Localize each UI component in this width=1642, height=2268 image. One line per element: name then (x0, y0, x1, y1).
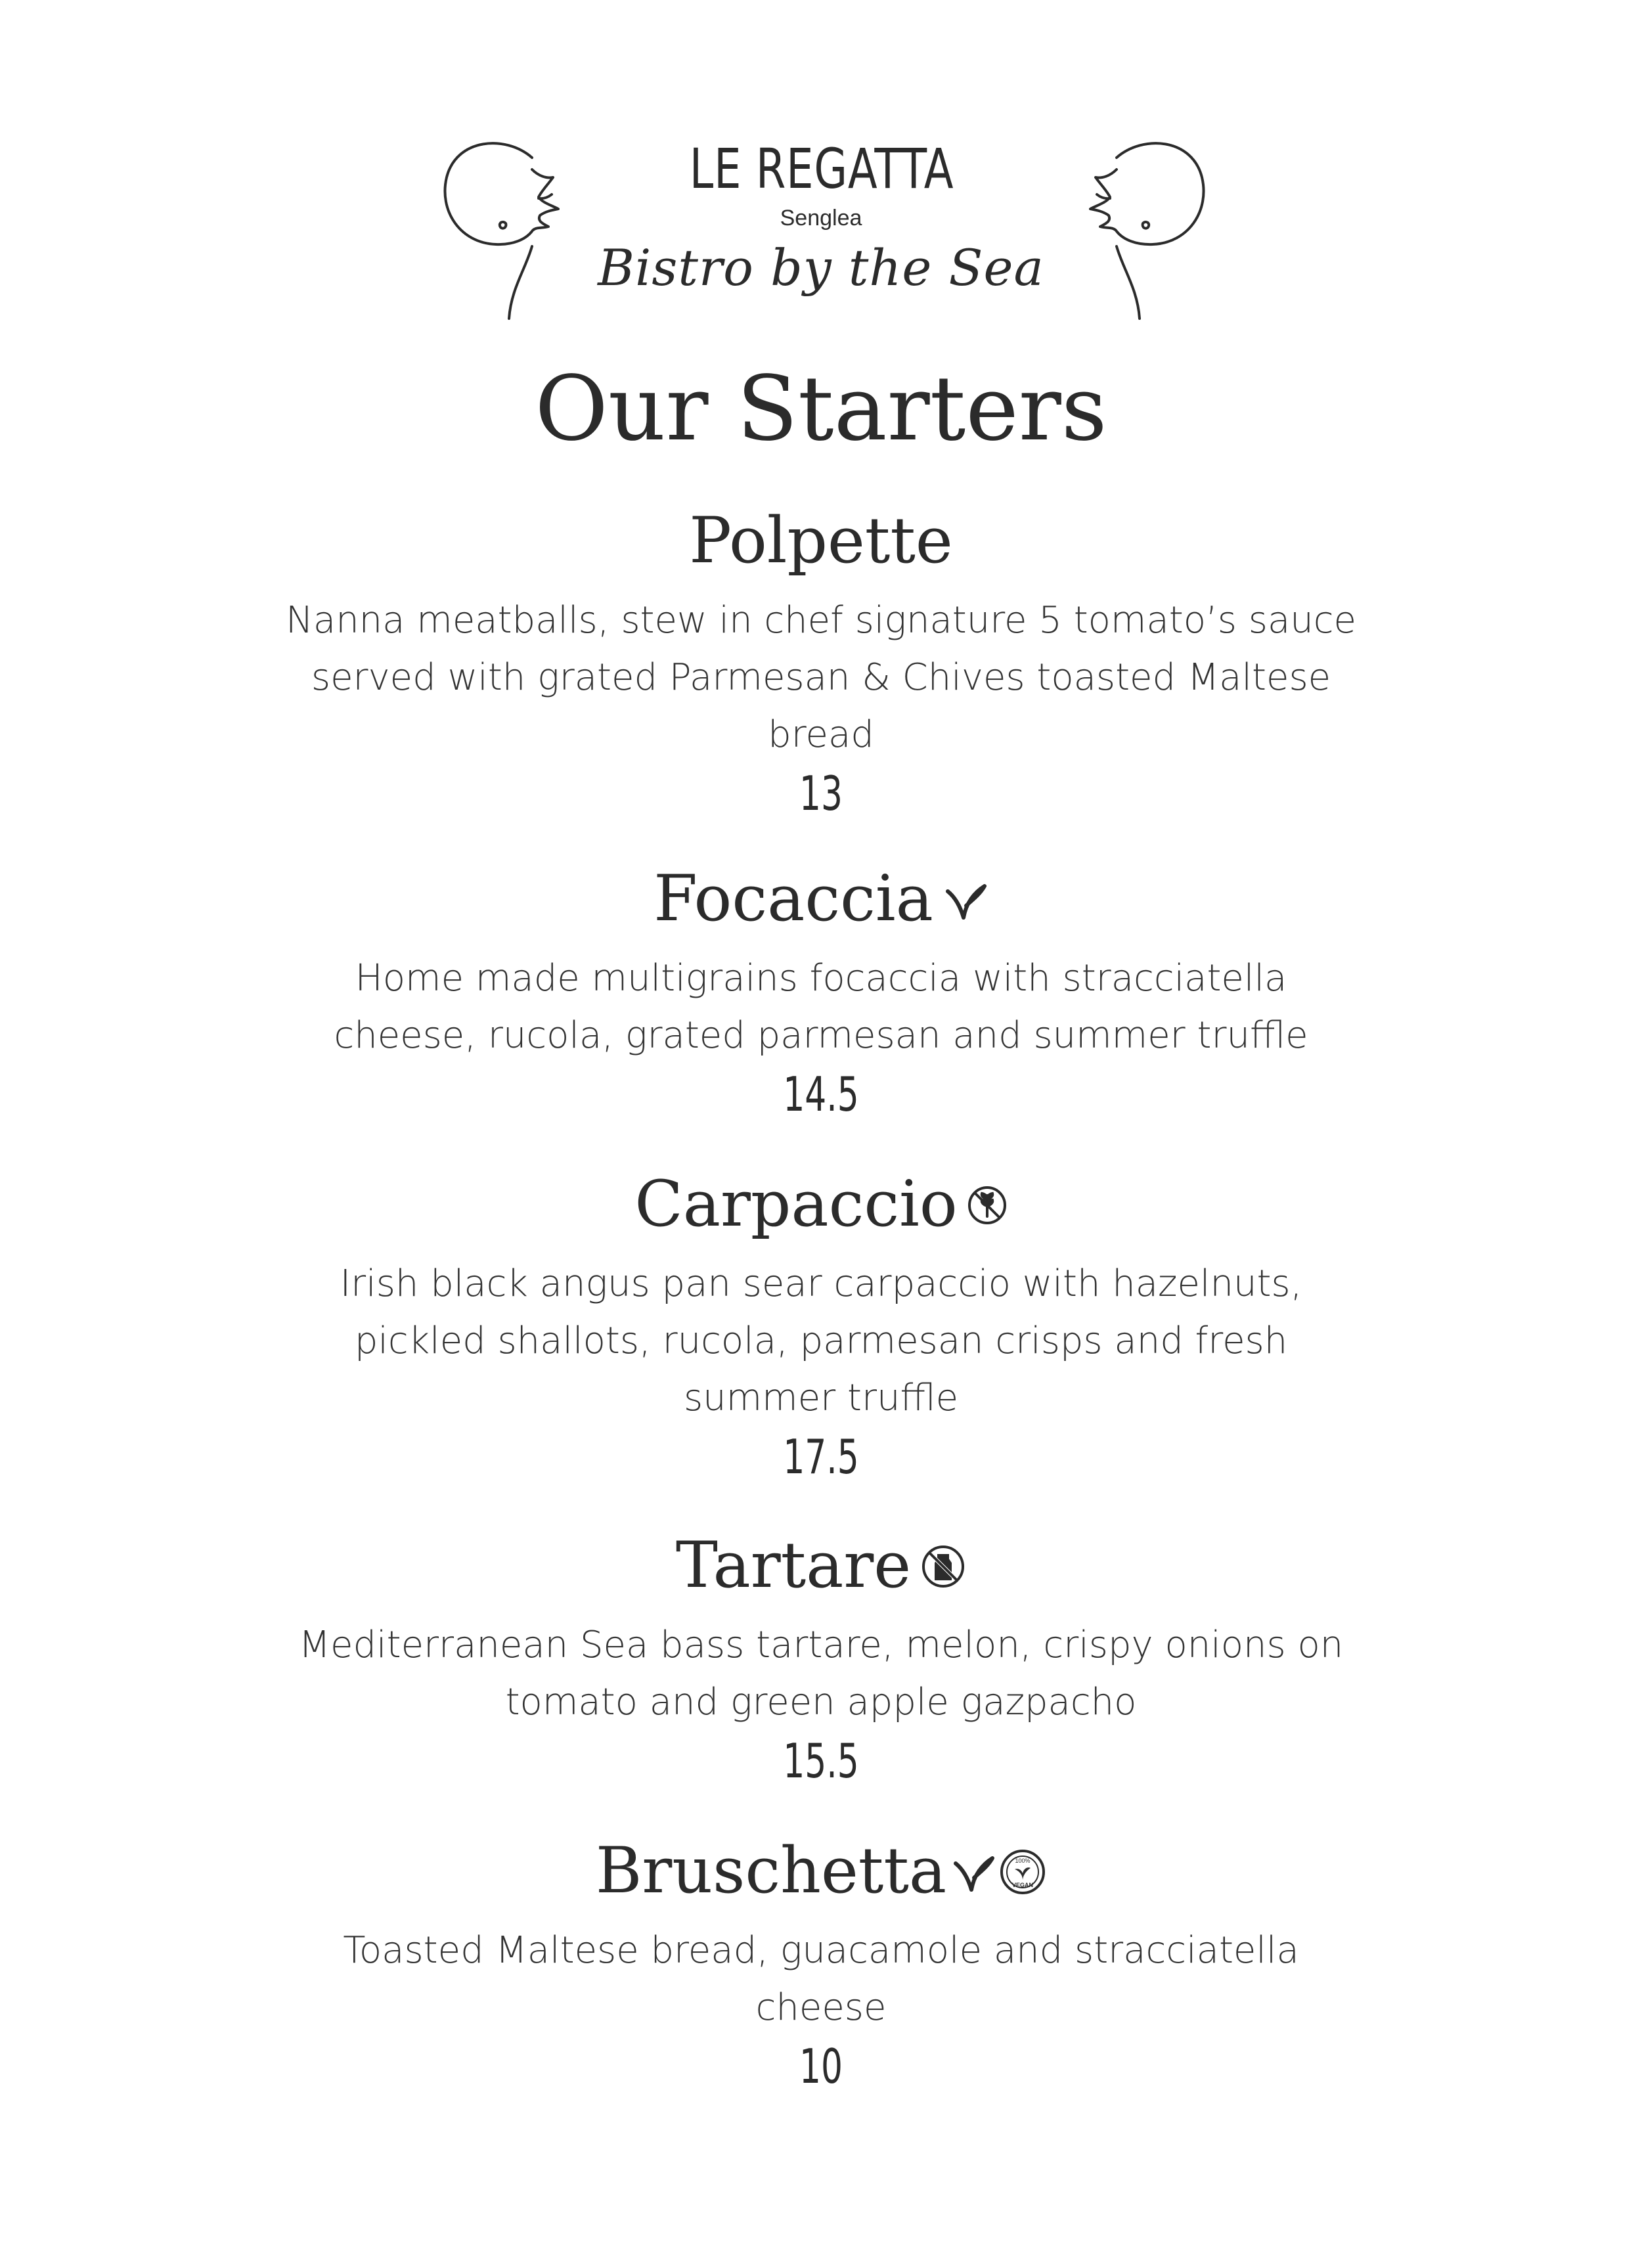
item-description: Home made multigrains focaccia with stracciatella cheese, rucola, grated parmesan and summer truffle (334, 957, 1308, 1057)
brand-town: Senglea (780, 206, 862, 231)
section-title: Our Starters (535, 357, 1107, 461)
vegetarian-leaf-icon (950, 1849, 996, 1895)
item-price: 10 (799, 2039, 843, 2094)
gluten-free-icon (967, 1185, 1008, 1226)
item-name: Focaccia (0, 867, 1642, 930)
item-name: Bruschetta 100% VEGAN (0, 1839, 1642, 1902)
item-price: 13 (799, 766, 843, 821)
brand-tagline: Bistro by the Sea (598, 238, 1044, 297)
menu-item (0, 862, 1642, 1122)
item-name: Tartare (0, 1534, 1642, 1597)
vegetarian-leaf-icon (943, 877, 988, 923)
item-description: Nanna meatballs, stew in chef signature 5 tomato’s sauce served with grated Parmesan & Chives toasted Maltese bread (285, 599, 1356, 756)
item-description: Toasted Maltese bread, guacamole and stracciatella cheese (343, 1929, 1299, 2029)
item-price: 15.5 (783, 1733, 859, 1789)
menu-item (0, 1834, 1642, 2094)
vegan-100-icon (999, 1848, 1046, 1896)
vegan-badge-bottom-text: VEGAN (1012, 1882, 1034, 1888)
brand-name: LE REGATTA (689, 137, 954, 201)
menu-item (0, 504, 1642, 821)
lactose-free-icon (920, 1544, 966, 1590)
item-name: Carpaccio (0, 1172, 1642, 1235)
item-description: Irish black angus pan sear carpaccio with hazelnuts, pickled shallots, rucola, parmesan crisps and fresh summer truffle (340, 1262, 1302, 1419)
menu-item (0, 1528, 1642, 1789)
menu-item (0, 1167, 1642, 1484)
item-description: Mediterranean Sea bass tartare, melon, crispy onions on tomato and green apple gazpacho (298, 1624, 1344, 1723)
vegan-badge-top-text: 100% (1015, 1857, 1031, 1864)
item-name: Polpette (689, 504, 953, 577)
item-price: 14.5 (783, 1067, 859, 1122)
item-price: 17.5 (783, 1429, 859, 1484)
